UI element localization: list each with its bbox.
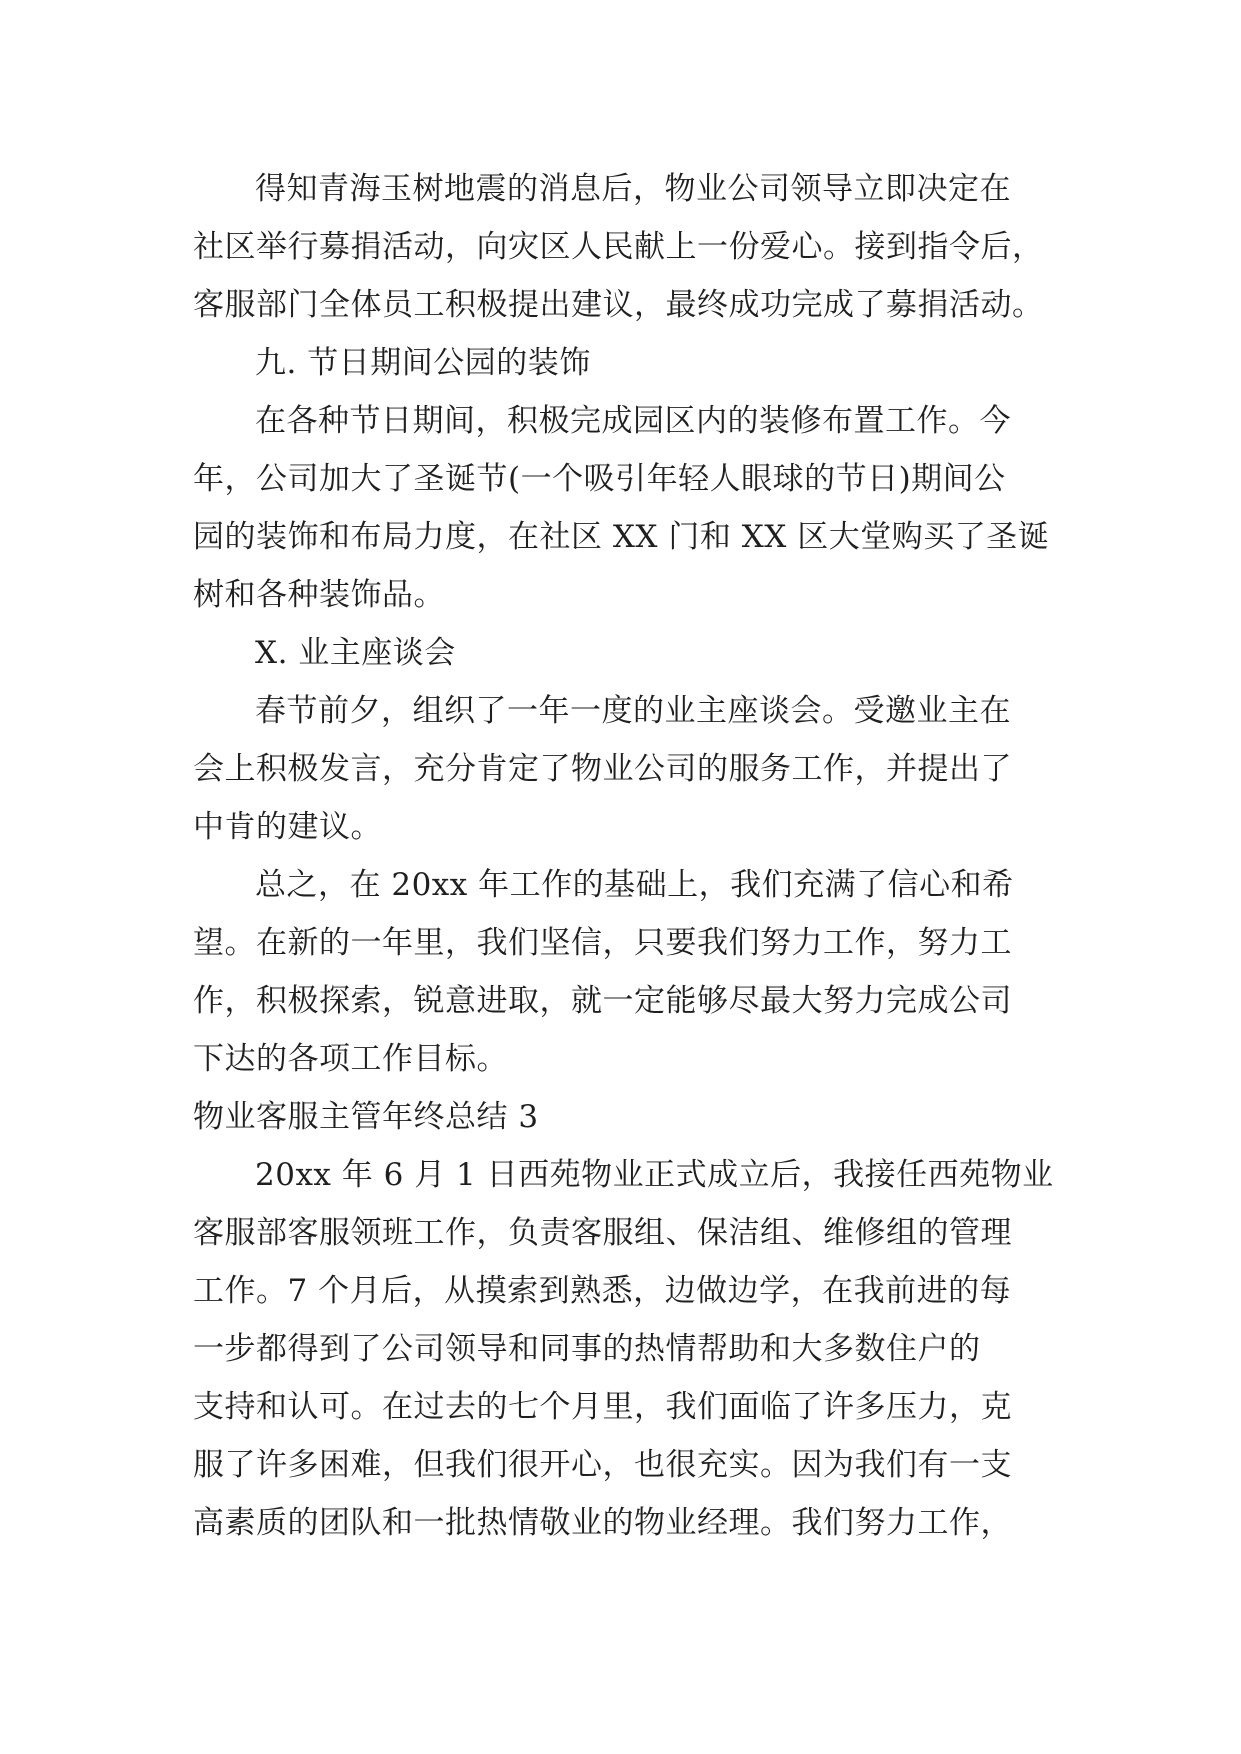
text-line: 中肯的建议。	[193, 809, 382, 845]
text-line: 望。在新的一年里，我们坚信，只要我们努力工作，努力工	[193, 925, 1012, 961]
text-line: 作，积极探索，锐意进取，就一定能够尽最大努力完成公司	[193, 983, 1012, 1019]
text-line: 一步都得到了公司领导和同事的热情帮助和大多数住户的	[193, 1331, 981, 1367]
text-line: 20xx 年 6 月 1 日西苑物业正式成立后，我接任西苑物业	[255, 1157, 1054, 1193]
text-line: 总之，在 20xx 年工作的基础上，我们充满了信心和希	[255, 867, 1014, 903]
text-line: 年，公司加大了圣诞节(一个吸引年轻人眼球的节日)期间公	[193, 461, 1006, 497]
text-line: 高素质的团队和一批热情敬业的物业经理。我们努力工作，	[193, 1505, 1012, 1541]
text-line: 客服部门全体员工积极提出建议，最终成功完成了募捐活动。	[193, 287, 1044, 323]
text-line: 会上积极发言，充分肯定了物业公司的服务工作，并提出了	[193, 751, 1012, 787]
text-line: 树和各种装饰品。	[193, 577, 445, 613]
text-line: 园的装饰和布局力度，在社区 XX 门和 XX 区大堂购买了圣诞	[193, 519, 1050, 555]
text-line: 社区举行募捐活动，向灾区人民献上一份爱心。接到指令后，	[193, 229, 1044, 265]
section-heading: X. 业主座谈会	[255, 635, 456, 671]
text-line: 服了许多困难，但我们很开心，也很充实。因为我们有一支	[193, 1447, 1012, 1483]
section-heading: 九. 节日期间公园的装饰	[255, 345, 591, 381]
text-line: 工作。7 个月后，从摸索到熟悉，边做边学，在我前进的每	[193, 1273, 1012, 1309]
text-line: 春节前夕，组织了一年一度的业主座谈会。受邀业主在	[255, 693, 1011, 729]
text-line: 下达的各项工作目标。	[193, 1041, 508, 1077]
text-line: 支持和认可。在过去的七个月里，我们面临了许多压力，克	[193, 1389, 1012, 1425]
document-section-title: 物业客服主管年终总结 3	[193, 1099, 539, 1135]
text-line: 在各种节日期间，积极完成园区内的装修布置工作。今	[255, 403, 1011, 439]
text-line: 得知青海玉树地震的消息后，物业公司领导立即决定在	[255, 171, 1011, 207]
document-body	[193, 160, 1093, 1552]
text-line: 客服部客服领班工作，负责客服组、保洁组、维修组的管理	[193, 1215, 1012, 1251]
